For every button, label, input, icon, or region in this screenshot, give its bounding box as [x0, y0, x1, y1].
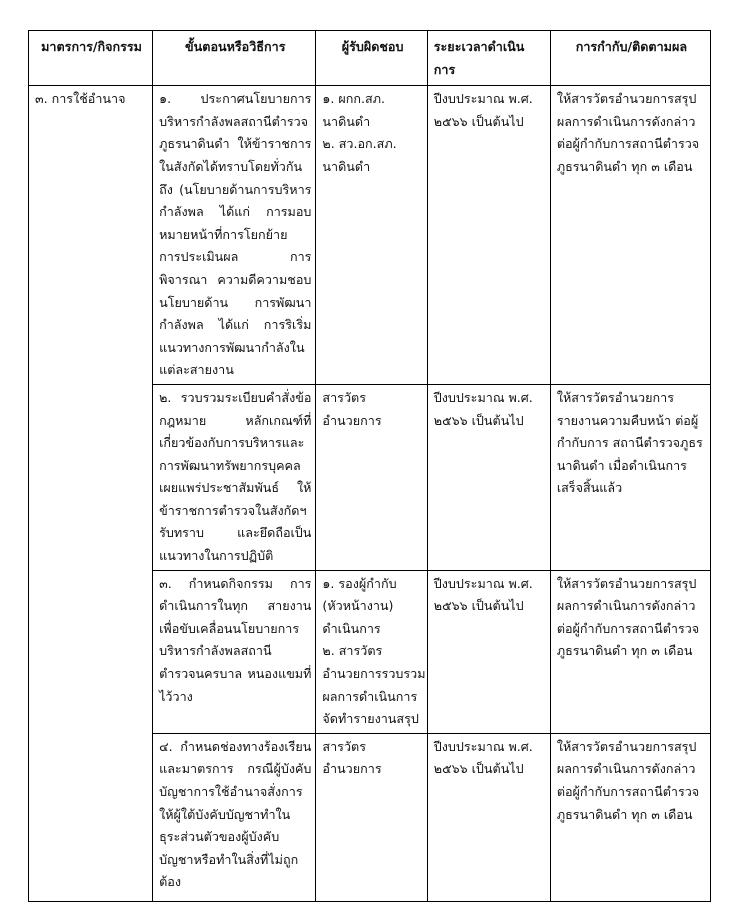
- responsible-line: ๒. สว.อก.สภ.: [322, 136, 397, 152]
- step-cell: ๒. รวบรวมระเบียบคำสั่งข้อกฎหมาย หลักเกณฑ์ที่เกี่ยวข้องกับการบริหารและการพัฒนาทรัพยากรบุคคล เผยแพร่ประชาสัมพันธ์ ให้ข้าราชการตำรวจในสังกัดฯ รับทราบ และยึดถือเป็นแนวทางในการปฏิบัติ: [153, 384, 316, 570]
- step-cell: ๔. กำหนดช่องทางร้องเรียนและมาตรการ กรณีผู้บังคับบัญชาการใช้อำนาจสั่งการให้ผู้ใต้บังคับบัญชาทำในธุระส่วนตัวของผู้บังคับบัญชาหรือทำในสิ่งที่ไม่ถูกต้อง: [153, 733, 316, 901]
- monitoring-cell: ให้สารวัตรอำนวยการสรุปผลการดำเนินการดังกล่าวต่อผู้กำกับการสถานีตำรวจภูธรนาดินดำ ทุก ๓ เดือน: [550, 570, 710, 733]
- header-responsible: ผู้รับผิดชอบ: [316, 31, 427, 86]
- measure-cell: ๓. การใช้อำนาจ: [29, 86, 153, 902]
- responsible-cell: [316, 86, 427, 385]
- responsible-line: นาดินดำ: [322, 158, 371, 174]
- header-steps: ขั้นตอนหรือวิธีการ: [153, 31, 316, 86]
- header-monitoring: การกำกับ/ติดตามผล: [550, 31, 710, 86]
- responsible-line: ผลการดำเนินการ: [322, 688, 418, 704]
- responsible-cell: [316, 570, 427, 733]
- period-cell: ปีงบประมาณ พ.ศ. ๒๕๖๖ เป็นต้นไป: [427, 733, 550, 901]
- responsible-line: อำนวยการ: [322, 412, 382, 428]
- monitoring-cell: ให้สารวัตรอำนวยการรายงานความคืบหน้า ต่อผู้กำกับการ สถานีตำรวจภูธรนาดินดำ เมื่อดำเนินการเสร็จสิ้นแล้ว: [550, 384, 710, 570]
- responsible-line: นาดินดำ: [322, 113, 371, 129]
- responsible-line: ๑. รองผู้กำกับ: [322, 575, 397, 591]
- responsible-line: สารวัตร: [322, 738, 366, 754]
- responsible-line: ๑. ผกก.สภ.: [322, 91, 386, 107]
- responsible-line: (หัวหน้างาน): [322, 598, 394, 614]
- responsible-line: อำนวยการรวบรวม: [322, 666, 426, 682]
- period-cell: ปีงบประมาณ พ.ศ. ๒๕๖๖ เป็นต้นไป: [427, 86, 550, 385]
- table-row: [29, 86, 711, 385]
- responsible-cell: [316, 384, 427, 570]
- responsible-line: สารวัตร: [322, 389, 366, 405]
- header-row: [29, 31, 711, 86]
- period-cell: ปีงบประมาณ พ.ศ. ๒๕๖๖ เป็นต้นไป: [427, 570, 550, 733]
- responsible-line: จัดทำรายงานสรุป: [322, 711, 419, 727]
- monitoring-cell: ให้สารวัตรอำนวยการสรุปผลการดำเนินการดังกล่าวต่อผู้กำกับการสถานีตำรวจภูธรนาดินดำ ทุก ๓ เดือน: [550, 733, 710, 901]
- step-cell: ๓. กำหนดกิจกรรม การดำเนินการในทุก สายงาน เพื่อขับเคลื่อนนโยบายการบริหารกำลังพลสถานีตำรวจนครบาล หนองแขมที่ไว้วาง: [153, 570, 316, 733]
- monitoring-cell: ให้สารวัตรอำนวยการสรุปผลการดำเนินการดังกล่าวต่อผู้กำกับการสถานีตำรวจภูธรนาดินดำ ทุก ๓ เดือน: [550, 86, 710, 385]
- header-period: ระยะเวลาดำเนินการ: [427, 31, 550, 86]
- responsible-line: ดำเนินการ: [322, 620, 381, 636]
- step-cell: ๑. ประกาศนโยบายการบริหารกำลังพลสถานีตำรวจภูธรนาดินดำ ให้ข้าราชการในสังกัดได้ทราบโดยทั่วกัน ถึง (นโยบายด้านการบริหารกำลังพล ได้แก่ การมอบหมายหน้าที่การโยกย้าย การประเมินผล การพิจารณา ความดีความชอบ นโยบายด้าน การพัฒนากำลังพล ได้แก่ การริเริ่ม แนวทางการพัฒนากำลังในแต่ละสายงาน: [153, 86, 316, 385]
- responsible-cell: [316, 733, 427, 901]
- responsible-line: ๒. สารวัตร: [322, 643, 383, 659]
- responsible-line: อำนวยการ: [322, 761, 382, 777]
- header-measure: มาตรการ/กิจกรรม: [29, 31, 153, 86]
- measures-table: [28, 30, 711, 902]
- period-cell: ปีงบประมาณ พ.ศ. ๒๕๖๖ เป็นต้นไป: [427, 384, 550, 570]
